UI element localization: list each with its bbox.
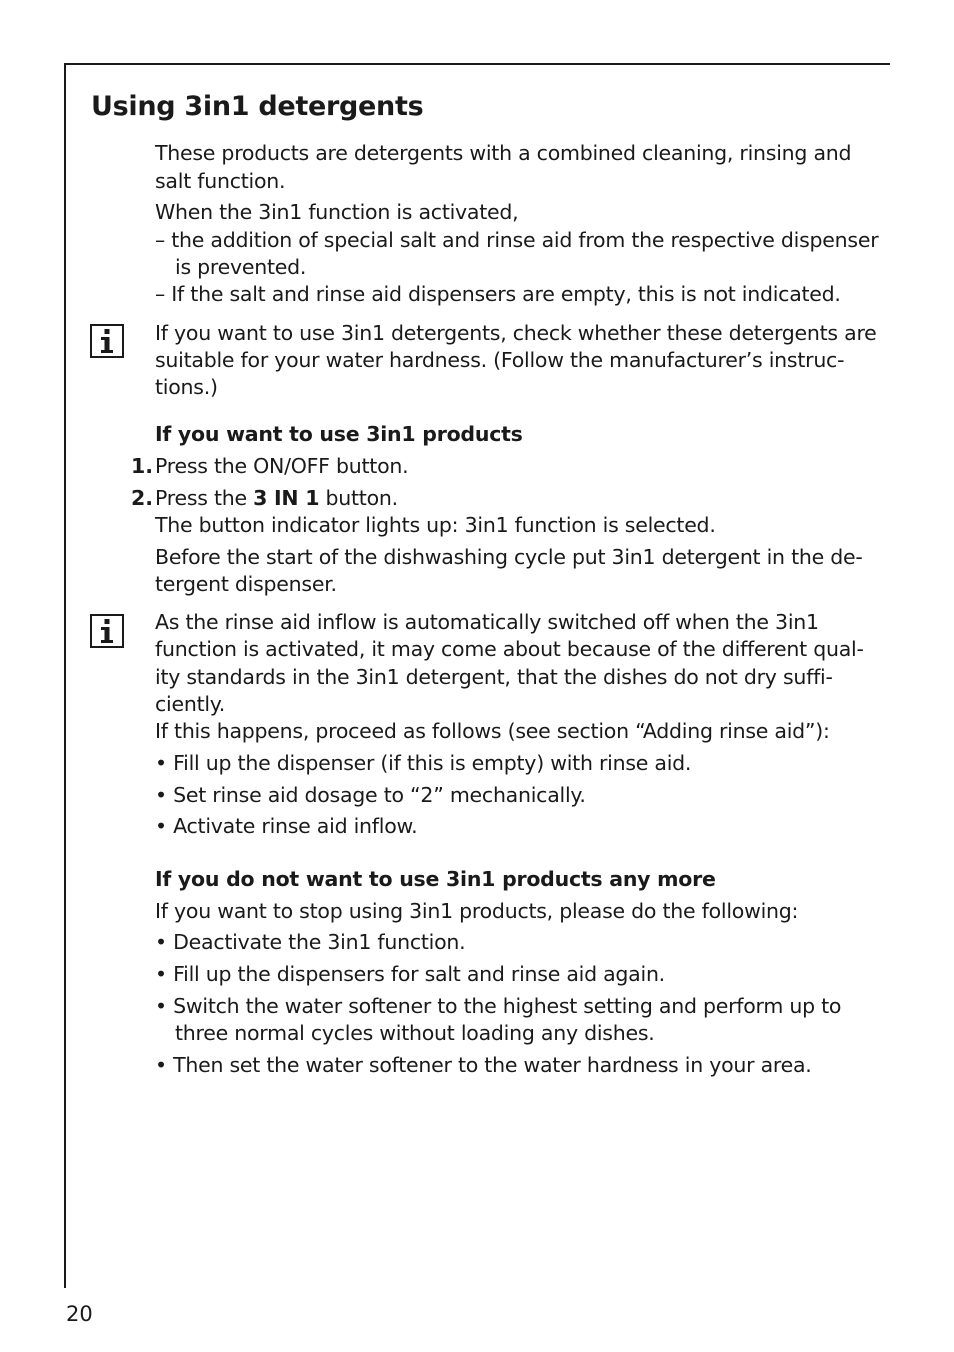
bullet-item: • Then set the water softener to the water hardness in your area. xyxy=(155,1053,812,1077)
info-text-line: suitable for your water hardness. (Follow the manufacturer’s instruc- xyxy=(155,348,845,372)
step-text: Press the 3 IN 1 button. xyxy=(155,486,398,510)
button-name-3in1: 3 IN 1 xyxy=(253,486,320,510)
section-heading: If you want to use 3in1 products xyxy=(155,422,523,446)
frame-top-rule xyxy=(64,63,890,65)
step-text: Press the ON/OFF button. xyxy=(155,454,409,478)
bullet-item-cont: three normal cycles without loading any dishes. xyxy=(175,1021,655,1045)
info-text-line: If this happens, proceed as follows (see section “Adding rinse aid”): xyxy=(155,719,830,743)
info-icon xyxy=(90,324,124,358)
intro-dash-item: – the addition of special salt and rinse aid from the respective dispenser xyxy=(155,228,879,252)
page-number: 20 xyxy=(66,1302,93,1326)
info-text-line: As the rinse aid inflow is automatically switched off when the 3in1 xyxy=(155,610,819,634)
section-heading: If you do not want to use 3in1 products any more xyxy=(155,867,716,891)
bullet-item: • Fill up the dispenser (if this is empty) with rinse aid. xyxy=(155,751,692,775)
info-text-line: If you want to use 3in1 detergents, check whether these detergents are xyxy=(155,321,877,345)
bullet-item: • Set rinse aid dosage to “2” mechanically. xyxy=(155,783,586,807)
info-text-line: ity standards in the 3in1 detergent, that the dishes do not dry suffi- xyxy=(155,665,833,689)
info-text-line: tions.) xyxy=(155,375,218,399)
intro-dash-item: – If the salt and rinse aid dispensers are empty, this is not indicated. xyxy=(155,282,841,306)
info-icon xyxy=(90,614,124,648)
bullet-item: • Fill up the dispensers for salt and rinse aid again. xyxy=(155,962,665,986)
info-text-line: ciently. xyxy=(155,692,226,716)
note-line: tergent dispenser. xyxy=(155,572,337,596)
info-text-line: function is activated, it may come about because of the different qual- xyxy=(155,637,864,661)
bullet-item: • Switch the water softener to the highest setting and perform up to xyxy=(155,994,842,1018)
intro-dash-item-cont: is prevented. xyxy=(175,255,307,279)
step-number: 2. xyxy=(131,486,154,510)
bullet-item: • Activate rinse aid inflow. xyxy=(155,814,418,838)
intro-line: salt function. xyxy=(155,169,286,193)
step-number: 1. xyxy=(131,454,154,478)
bullet-item: • Deactivate the 3in1 function. xyxy=(155,930,466,954)
section-intro: If you want to stop using 3in1 products, please do the following: xyxy=(155,899,799,923)
page-title: Using 3in1 detergents xyxy=(91,91,424,122)
frame-left-rule xyxy=(64,63,66,1288)
intro-line: When the 3in1 function is activated, xyxy=(155,200,519,224)
intro-line: These products are detergents with a combined cleaning, rinsing and xyxy=(155,141,852,165)
step-text-cont: The button indicator lights up: 3in1 function is selected. xyxy=(155,513,716,537)
note-line: Before the start of the dishwashing cycle put 3in1 detergent in the de- xyxy=(155,545,863,569)
